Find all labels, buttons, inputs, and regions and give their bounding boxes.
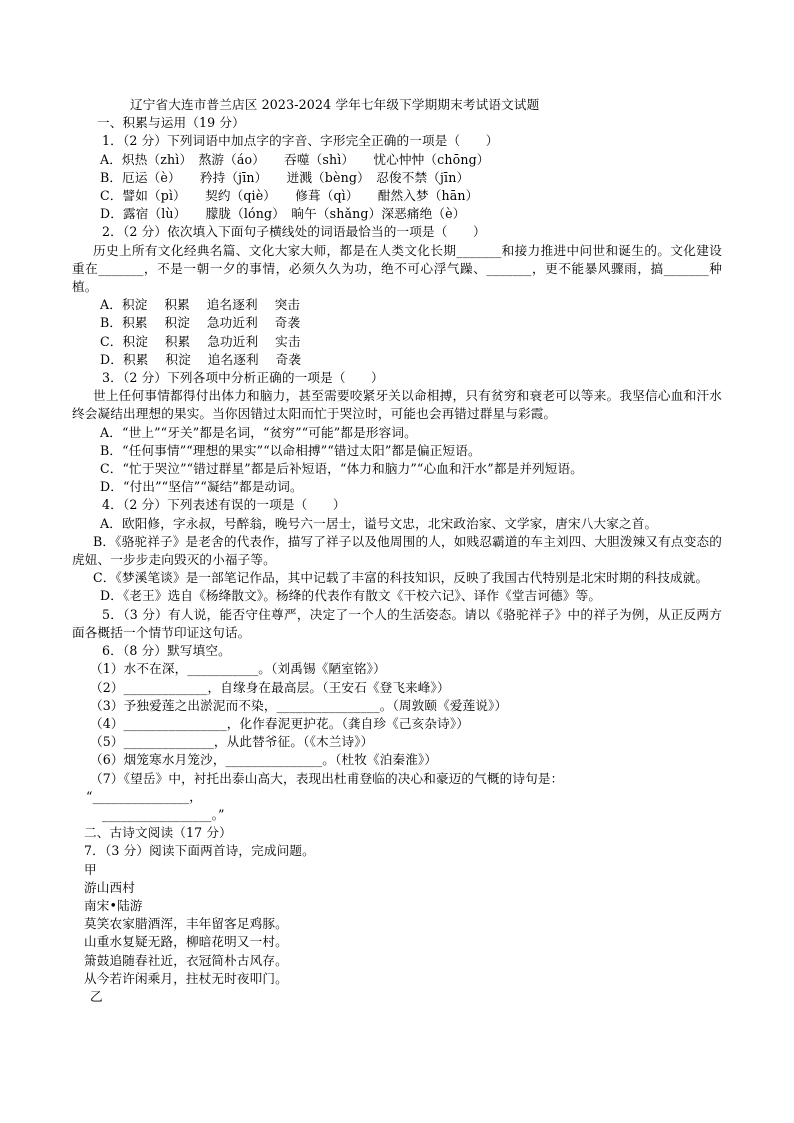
- poem-line-1: 莫笑农家腊酒浑，丰年留客足鸡豚。: [84, 916, 288, 932]
- question-6-item-5: （5）______________，从此替爷征。（《木兰诗》）: [90, 734, 374, 750]
- question-2-option-a: A．积淀 积累 追名逐利 突击: [100, 297, 301, 313]
- question-1-stem: 1．（2 分）下列词语中加点字的字音、字形完全正确的一项是（ ）: [102, 133, 499, 149]
- question-3-stem: 3．（2 分）下列各项中分析正确的一项是（ ）: [102, 370, 384, 386]
- section-heading-1: 一、积累与运用（19 分）: [97, 115, 245, 131]
- question-3-passage: 世上任何事情都得付出体力和脑力，甚至需要咬紧牙关以命相搏，只有贫穷和衰老可以等来。我坚信心血和汗水终会凝结出理想的果实。当你因错过太阳而忙于哭泣时，可能也会再错过群星与彩霞。: [72, 388, 722, 422]
- question-3-option-a: A．“世上”“牙关”都是名词，“贫穷”“可能”都是形容词。: [100, 424, 417, 440]
- question-6-item-4: （4）________________，化作春泥更护花。（龚自珍《己亥杂诗》）: [90, 715, 470, 731]
- question-6-item-1: （1）水不在深，___________。（刘禹锡《陋室铭》）: [90, 661, 386, 677]
- question-2-option-c: C．积淀 积累 急功近利 实击: [100, 333, 301, 349]
- question-6-blank-open: “_______________，: [86, 788, 203, 804]
- poem-line-3: 箫鼓追随春社近，衣冠简朴古风存。: [84, 952, 288, 968]
- exam-title: 辽宁省大连市普兰店区 2023-2024 学年七年级下学期期末考试语文试题: [130, 97, 540, 112]
- question-3-option-b: B．“任何事情”“理想的果实”“以命相搏”“错过太阳”都是偏正短语。: [100, 442, 481, 458]
- section-heading-2: 二、古诗文阅读（17 分）: [84, 825, 232, 841]
- question-6-item-7: （7）《望岳》中，衬托出泰山高大，表现出杜甫登临的决心和豪迈的气概的诗句是：: [90, 770, 564, 786]
- question-6-item-3: （3）予独爱莲之出淤泥而不染，________________。（周敦颐《爱莲说》）: [90, 697, 508, 713]
- question-4-stem: 4．（2 分）下列表述有误的一项是（ ）: [102, 497, 346, 513]
- poem-title: 游山西村: [84, 879, 135, 895]
- question-7-stem: 7．（3 分）阅读下面两首诗，完成问题。: [84, 843, 315, 859]
- question-4-option-a: A．欧阳修，字永叔，号醉翁，晚号六一居士，谥号文忠，北宋政治家、文学家，唐宋八大家之首。: [100, 515, 658, 531]
- question-5: 5．（3 分）有人说，能否守住尊严，决定了一个人的生活姿态。请以《骆驼祥子》中的祥子为例，从正反两方面各概括一个情节印证这句话。: [72, 606, 722, 640]
- question-3-option-c: C．“忙于哭泣”“错过群星”都是后补短语，“体力和脑力”“心血和汗水”都是并列短语。: [100, 461, 584, 477]
- poem-author: 南宋•陆游: [84, 897, 143, 913]
- question-4-option-c: C．《梦溪笔谈》是一部笔记作品，其中记载了丰富的科技知识，反映了我国古代特别是北宋时期的科技成就。: [93, 570, 709, 586]
- question-6-blank-close: _________________。”: [102, 806, 225, 822]
- poem-b-label: 乙: [90, 988, 103, 1004]
- question-3-option-d: D．“付出”“坚信”“凝结”都是动词。: [100, 479, 303, 495]
- question-1-option-b: B．厄运（è） 矜持（jīn） 迸溅（bèng） 忍俊不禁（jīn）: [100, 169, 470, 185]
- poem-a-label: 甲: [84, 861, 97, 877]
- question-6-item-6: （6）烟笼寒水月笼沙，_______________。（杜牧《泊秦淮》）: [90, 752, 438, 768]
- question-2-option-b: B．积累 积淀 急功近利 奇袭: [100, 315, 301, 331]
- question-2-option-d: D．积累 积淀 追名逐利 奇袭: [100, 351, 302, 367]
- poem-line-2: 山重水复疑无路，柳暗花明又一村。: [84, 934, 288, 950]
- question-1-option-a: A．炽热（zhì） 熬游（áo） 吞噬（shì） 忧心忡忡（chōng）: [100, 151, 490, 167]
- question-1-option-c: C．譬如（pì） 契约（qiè） 修葺（qì） 酣然入梦（hān）: [100, 188, 479, 204]
- question-4-option-d: D．《老王》选自《杨绛散文》。杨绛的代表作有散文《干校六记》、译作《堂吉诃德》等。: [100, 588, 602, 604]
- question-2-stem: 2．（2 分）依次填入下面句子横线处的词语最恰当的一项是（ ）: [102, 224, 486, 240]
- poem-line-4: 从今若许闲乘月，拄杖无时夜叩门。: [84, 970, 288, 986]
- question-2-passage: 历史上所有文化经典名篇、文化大家大师，都是在人类文化长期_______和接力推进中问世和诞生的。文化建设重在_______，不是一朝一夕的事情，必须久久为功，绝不可心浮气躁、_______，更不能暴风骤雨，搞_______种植。: [72, 242, 722, 295]
- question-4-option-b: B．《骆驼祥子》是老舍的代表作，描写了祥子以及他周围的人，如贱忍霸道的车主刘四、大胆泼辣又有点变态的虎妞、一步步走向毁灭的小福子等。: [72, 533, 722, 568]
- exam-document: [0, 96, 794, 1006]
- question-1-option-d: D．露宿（lù） 朦胧（lóng） 晌午（shǎng）深恶痛绝（è）: [100, 206, 466, 222]
- question-6-stem: 6．（8 分）默写填空。: [102, 643, 231, 659]
- question-6-item-2: （2）_____________，自缘身在最高层。（王安石《登飞来峰》）: [90, 679, 450, 695]
